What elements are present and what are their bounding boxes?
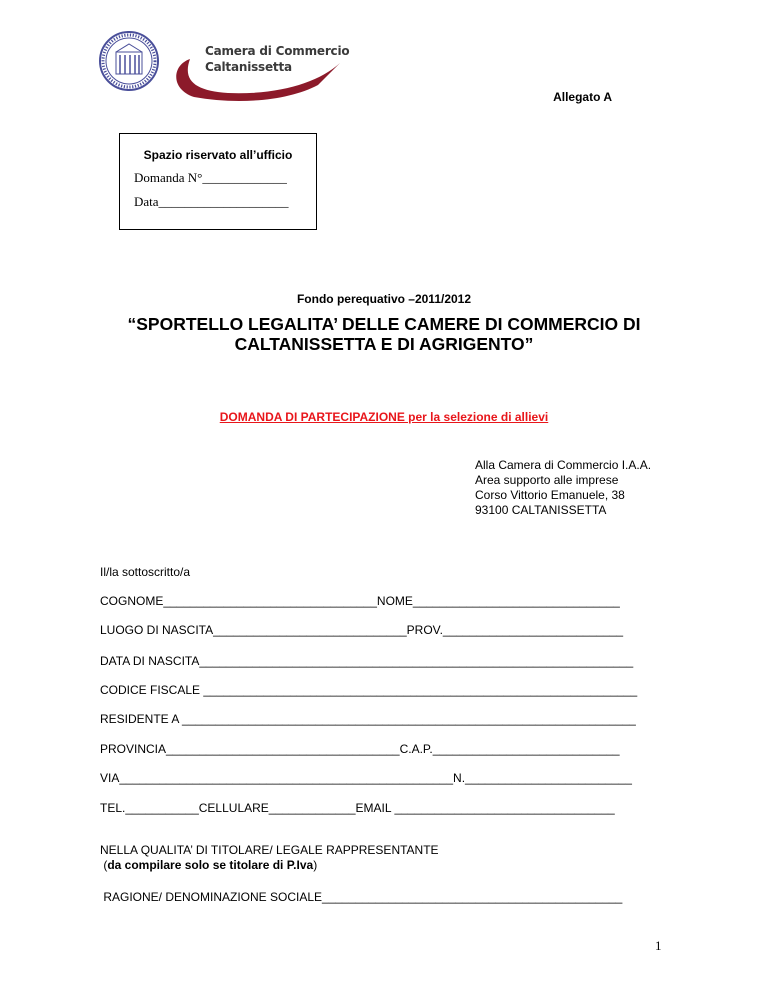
birthplace-field[interactable]: LUOGO DI NASCITA_____________________________PROV.___________________________ [100, 623, 624, 637]
province-postcode-field[interactable]: PROVINCIA___________________________________C.A.P.____________________________ [100, 742, 620, 756]
address-line-4: 93100 CALTANISSETTA [475, 503, 607, 517]
address-line-3: Corso Vittorio Emanuele, 38 [475, 488, 625, 502]
logo-line-1: Camera di Commercio [205, 44, 350, 58]
office-domanda-line: Domanda N°_____________ [134, 170, 287, 185]
document-title-line-1: “SPORTELLO LEGALITA’ DELLE CAMERE DI COMMERCIO DI [127, 314, 641, 334]
attachment-label: Allegato A [553, 90, 612, 104]
company-name-field[interactable]: RAGIONE/ DENOMINAZIONE SOCIALE_____________________________________________ [100, 890, 623, 904]
note-close-paren: ) [313, 858, 318, 872]
note-bold-text: da compilare solo se titolare di P.Iva [107, 858, 314, 872]
office-box-title: Spazio riservato all’ufficio [143, 148, 293, 162]
address-line-1: Alla Camera di Commercio I.A.A. [475, 458, 652, 472]
recipient-address [475, 458, 651, 518]
page-number: 1 [655, 938, 662, 953]
surname-name-field[interactable]: COGNOME________________________________NOME_______________________________ [100, 594, 620, 608]
undersigned-label: Il/la sottoscritto/a [100, 565, 191, 579]
residence-field[interactable]: RESIDENTE A ____________________________________________________________________ [100, 712, 636, 726]
legal-role-note [100, 858, 439, 873]
tax-code-field[interactable]: CODICE FISCALE _________________________________________________________________ [100, 683, 638, 697]
street-field[interactable]: VIA__________________________________________________N._________________________ [100, 771, 632, 785]
fund-subtitle: Fondo perequativo –2011/2012 [296, 292, 472, 306]
legal-role-block [100, 843, 439, 873]
office-data-line: Data____________________ [134, 194, 289, 209]
document-title-line-2: CALTANISSETTA E DI AGRIGENTO” [234, 334, 534, 354]
chamber-seal-icon [98, 30, 160, 92]
office-reserved-box [119, 133, 317, 230]
contacts-field[interactable]: TEL.___________CELLULARE_____________EMAIL _________________________________ [100, 801, 615, 815]
logo-line-2: Caltanissetta [205, 60, 292, 74]
address-line-2: Area supporto alle imprese [475, 473, 619, 487]
note-open-paren: ( [100, 858, 108, 872]
document-title [100, 314, 668, 354]
application-heading: DOMANDA DI PARTECIPAZIONE per la selezione di allievi [219, 410, 549, 424]
legal-role-line: NELLA QUALITA’ DI TITOLARE/ LEGALE RAPPRESENTANTE [100, 843, 439, 857]
birthdate-field[interactable]: DATA DI NASCITA_________________________________________________________________ [100, 654, 634, 668]
